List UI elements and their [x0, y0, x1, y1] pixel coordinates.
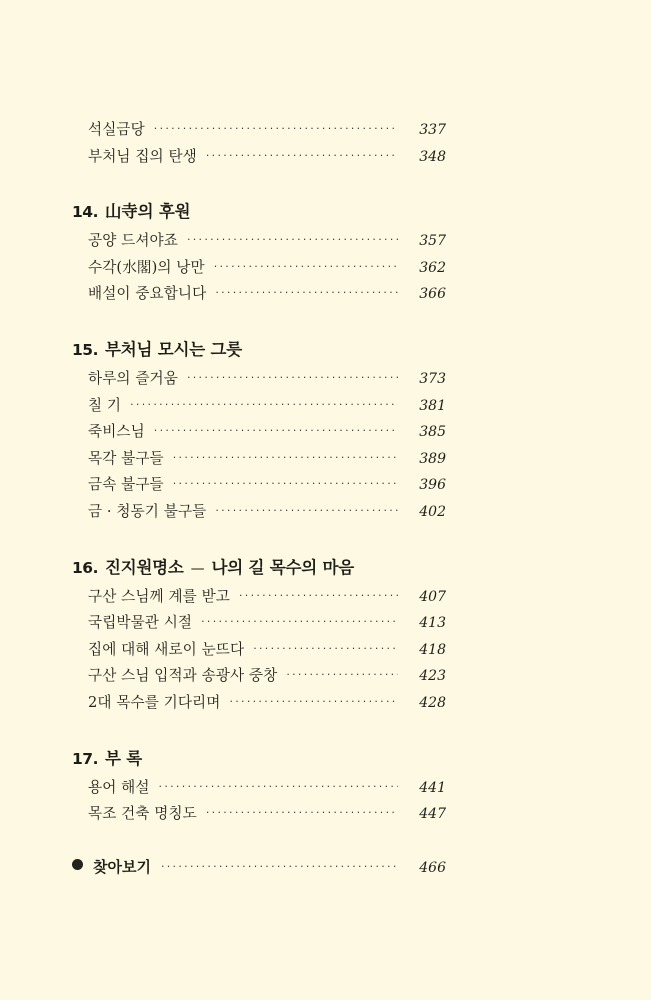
toc-section-16: [72, 554, 446, 718]
toc-entry-page: 373: [419, 370, 446, 387]
toc-entry-page: 402: [419, 503, 446, 520]
dot-leader: [159, 776, 398, 792]
dot-leader: [253, 638, 398, 654]
toc-entry[interactable]: [72, 282, 446, 309]
dot-leader: [130, 394, 398, 410]
section-number: 16.: [72, 558, 98, 577]
toc-entry-page: 389: [419, 450, 446, 467]
toc-entry[interactable]: [72, 664, 446, 691]
toc-entry-title: 공양 드셔야죠: [88, 232, 178, 250]
toc-entry-page: 413: [419, 615, 446, 632]
toc-entry-title: 금 · 청동기 불구들: [88, 502, 207, 520]
dot-leader: [206, 145, 398, 161]
toc-entry-title: 2대 목수를 기다리며: [88, 693, 221, 711]
index-entry-page: 466: [419, 859, 446, 876]
toc-entry-title: 구산 스님 입적과 송광사 중창: [88, 667, 278, 685]
toc-entry[interactable]: [72, 611, 446, 638]
toc-entry-title: 집에 대해 새로이 눈뜨다: [88, 640, 245, 658]
toc-entry[interactable]: [72, 585, 446, 612]
dot-leader: [173, 473, 398, 489]
dot-leader: [154, 118, 398, 134]
spacer: [72, 171, 446, 198]
toc-entry[interactable]: [72, 776, 446, 803]
toc-entry[interactable]: [72, 447, 446, 474]
dot-leader: [187, 367, 398, 383]
toc-entry[interactable]: [72, 256, 446, 283]
dot-leader: [215, 500, 398, 516]
toc-entry[interactable]: [72, 802, 446, 829]
spacer: [72, 309, 446, 336]
section-subtitle: 나의 길 목수의 마음: [211, 557, 355, 577]
section-title: 山寺의 후원: [104, 202, 191, 222]
toc-section-14: [72, 198, 446, 309]
toc-entry[interactable]: [72, 145, 446, 172]
toc-entry-title: 금속 불구들: [88, 476, 164, 494]
section-heading[interactable]: [72, 745, 446, 769]
toc-entry-page: 396: [419, 477, 446, 494]
toc-entry[interactable]: [72, 229, 446, 256]
section-heading[interactable]: [72, 336, 446, 360]
dot-leader: [286, 664, 398, 680]
dot-leader: [239, 585, 398, 601]
toc-entry-page: 381: [419, 397, 446, 414]
toc-entry-page: 348: [419, 148, 446, 165]
table-of-contents: [72, 118, 446, 877]
dot-leader: [173, 447, 398, 463]
dot-leader: [201, 611, 398, 627]
dot-leader: [215, 282, 398, 298]
toc-entry[interactable]: [72, 638, 446, 665]
section-title: 부 록: [104, 748, 142, 768]
toc-entry[interactable]: [72, 691, 446, 718]
toc-entry-title: 국립박물관 시절: [88, 614, 193, 632]
toc-entry-title: 용어 해설: [88, 778, 150, 796]
toc-entry-title: 죽비스님: [88, 423, 145, 441]
section-number: 17.: [72, 749, 98, 768]
toc-entry-title: 수각(水閣)의 낭만: [88, 258, 205, 276]
toc-section-17: [72, 745, 446, 829]
dot-leader: [229, 691, 398, 707]
toc-entry-page: 441: [419, 779, 446, 796]
toc-entry-page: 362: [419, 259, 446, 276]
toc-entry-page: 423: [419, 668, 446, 685]
section-title: 부처님 모시는 그릇: [104, 339, 242, 359]
toc-entry-title: 목각 불구들: [88, 449, 164, 467]
toc-entry[interactable]: [72, 118, 446, 145]
toc-entry[interactable]: [72, 500, 446, 527]
toc-section-15: [72, 336, 446, 527]
toc-entry-page: 407: [419, 588, 446, 605]
toc-entry-title: 하루의 즐거움: [88, 369, 178, 387]
toc-entry-page: 366: [419, 286, 446, 303]
toc-entry-title: 배설이 중요합니다: [88, 285, 207, 303]
section-heading[interactable]: [72, 198, 446, 222]
toc-entry[interactable]: [72, 473, 446, 500]
orphan-entry-list: [72, 118, 446, 171]
toc-entry[interactable]: [72, 394, 446, 421]
em-dash: —: [190, 560, 205, 577]
index-entry[interactable]: [72, 856, 446, 877]
dot-leader: [187, 229, 398, 245]
section-number: 14.: [72, 203, 98, 222]
toc-entry-page: 418: [419, 641, 446, 658]
toc-entry-title: 목조 건축 명칭도: [88, 805, 197, 823]
dot-leader: [206, 802, 398, 818]
toc-entry-page: 357: [419, 233, 446, 250]
toc-entry-title: 석실금당: [88, 121, 145, 138]
toc-entry-page: 428: [419, 694, 446, 711]
spacer: [72, 527, 446, 554]
spacer: [72, 718, 446, 745]
toc-entry-page: 447: [419, 806, 446, 823]
dot-leader: [154, 420, 398, 436]
section-title: 진지원명소: [104, 557, 184, 577]
toc-entry[interactable]: [72, 367, 446, 394]
index-entry-title: 찾아보기: [93, 857, 151, 876]
toc-entry-title: 칠 기: [88, 396, 122, 414]
bullet-icon: [72, 859, 83, 870]
toc-entry[interactable]: [72, 420, 446, 447]
section-heading[interactable]: [72, 554, 446, 578]
toc-entry-title: 구산 스님께 계를 받고: [88, 587, 230, 605]
dot-leader: [161, 856, 398, 872]
section-number: 15.: [72, 340, 98, 359]
toc-entry-page: 337: [419, 122, 446, 138]
toc-entry-title: 부처님 집의 탄생: [88, 147, 197, 165]
toc-entry-page: 385: [419, 424, 446, 441]
dot-leader: [214, 256, 398, 272]
